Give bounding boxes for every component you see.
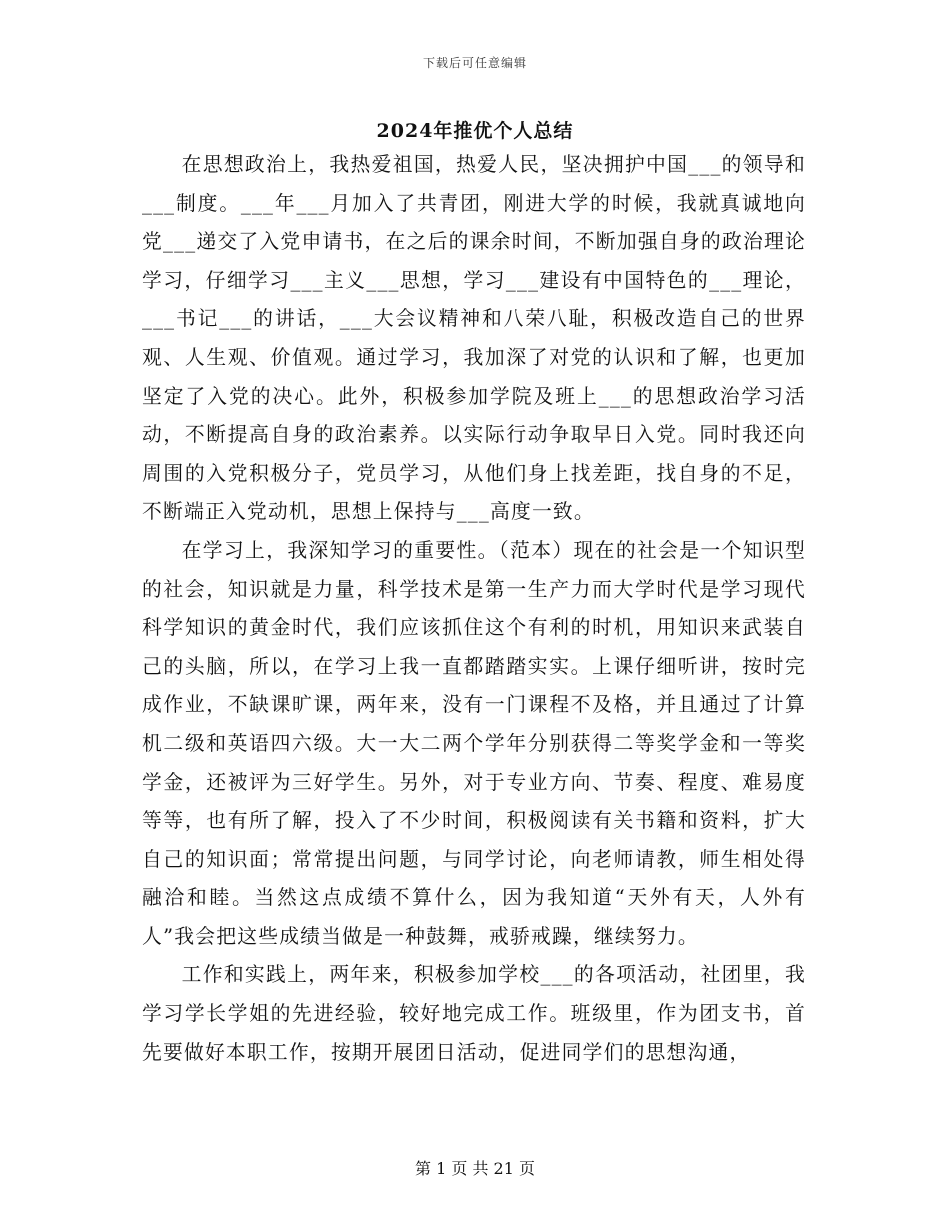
document-title: 2024年推优个人总结: [376, 120, 574, 142]
paragraph-political: 在思想政治上，我热爱祖国，热爱人民，坚决拥护中国___的领导和___制度。___年___月加入了共青团，刚进大学的时候，我就真诚地向党___递交了入党申请书，在之后的课余时间，不断加强自身的政治理论学习，仔细学习___主义___思想，学习___建设有中国特色的___理论，___书记___的讲话，___大会议精神和八荣八耻，积极改造自己的世界观、人生观、价值观。通过学习，我加深了对党的认识和了解，也更加坚定了入党的决心。此外，积极参加学院及班上___的思想政治学习活动，不断提高自身的政治素养。以实际行动争取早日入党。同时我还向周围的入党积极分子，党员学习，从他们身上找差距，找自身的不足，不断端正入党动机，思想上保持与___高度一致。: [142, 153, 806, 524]
paragraph-study: 在学习上，我深知学习的重要性。（范本）现在的社会是一个知识型的社会，知识就是力量，科学技术是第一生产力而大学时代是学习现代科学知识的黄金时代，我们应该抓住这个有利的时机，用知识来武装自己的头脑，所以，在学习上我一直都踏踏实实。上课仔细听讲，按时完成作业，不缺课旷课，两年来，没有一门课程不及格，并且通过了计算机二级和英语四六级。大一大二两个学年分别获得二等奖学金和一等奖学金，还被评为三好学生。另外，对于专业方向、节奏、程度、难易度等等，也有所了解，投入了不少时间，积极阅读有关书籍和资料，扩大自己的知识面；常常提出问题，与同学讨论，向老师请教，师生相处得融洽和睦。当然这点成绩不算什么，因为我知道“天外有天，人外有人”我会把这些成绩当做是一种鼓舞，戒骄戒躁，继续努力。: [142, 538, 806, 948]
page-header-note: 下载后可任意编辑: [422, 56, 527, 70]
page-number-footer: 第 1 页 共 21 页: [415, 1159, 535, 1178]
paragraph-work: 工作和实践上，两年来，积极参加学校___的各项活动，社团里，我学习学长学姐的先进经验，较好地完成工作。班级里，作为团支书，首先要做好本职工作，按期开展团日活动，促进同学们的思想沟通，: [142, 963, 806, 1064]
document-body: [142, 146, 806, 1072]
